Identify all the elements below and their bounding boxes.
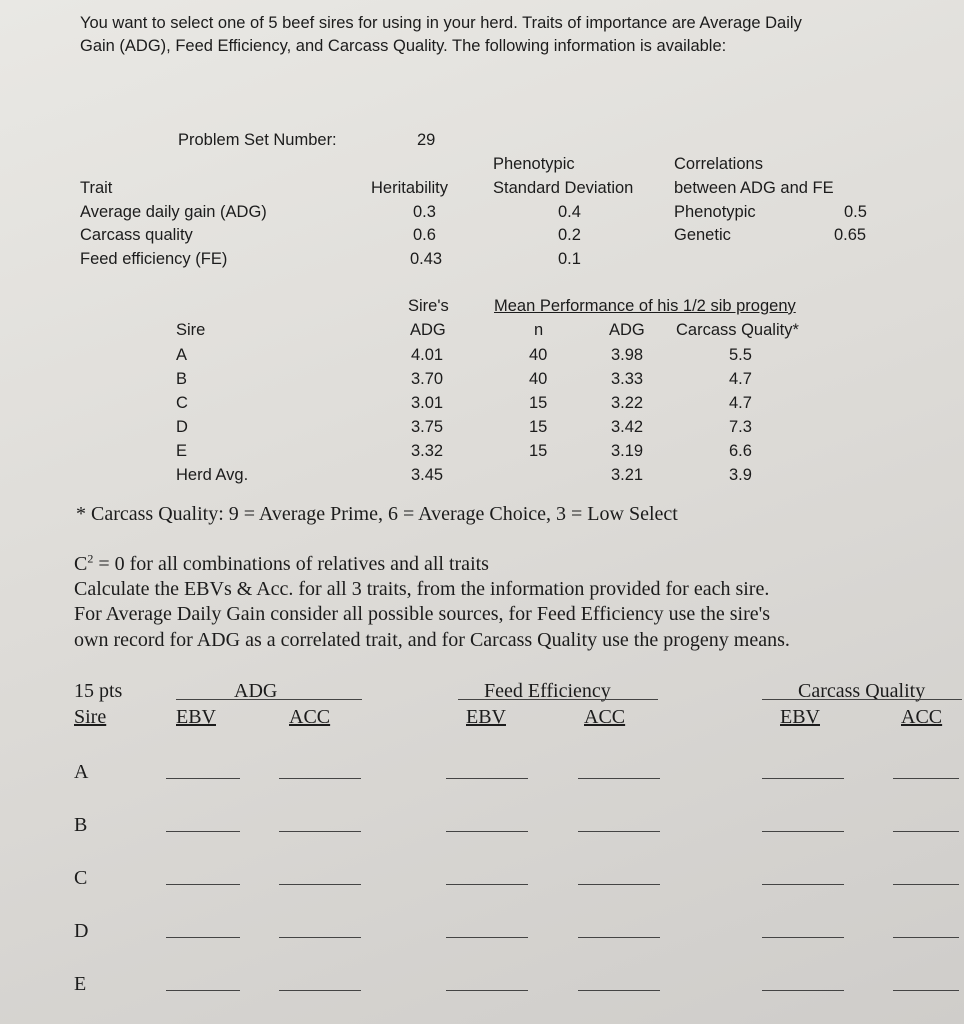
herd-avg-carcass-quality: 3.9 (729, 466, 752, 484)
adg-acc-header: ACC (289, 706, 331, 728)
heritability-value: 0.43 (410, 250, 443, 268)
sire-adg-value: 3.32 (411, 442, 444, 460)
correlation-label: Phenotypic (674, 203, 756, 221)
progeny-n-value: 15 (529, 418, 548, 436)
progeny-n-value: 40 (529, 346, 548, 364)
answer-sire-label: C (74, 867, 88, 889)
progeny-adg-value: 3.33 (611, 370, 644, 388)
carcass-quality-value: 5.5 (729, 346, 752, 364)
heritability-header: Heritability (371, 179, 449, 197)
answer-sire-label: E (74, 973, 87, 995)
heritability-value: 0.6 (413, 226, 436, 244)
adg-group-rule (176, 699, 362, 700)
progeny-header: Mean Performance of his 1/2 sib progeny (494, 297, 796, 315)
adg-ebv-blank[interactable] (166, 937, 240, 938)
cq-ebv-blank[interactable] (762, 990, 844, 991)
answer-sire-label: D (74, 920, 89, 942)
cq-ebv-blank[interactable] (762, 937, 844, 938)
sire-adg-value: 4.01 (411, 346, 444, 364)
instruction-line: For Average Daily Gain consider all possible sources, for Feed Efficiency use the sire's (74, 603, 770, 625)
trait-name: Feed efficiency (FE) (80, 250, 228, 268)
progeny-adg-header: ADG (609, 321, 645, 339)
phenotypic-sd-value: 0.2 (558, 226, 581, 244)
carcass-quality-footnote: * Carcass Quality: 9 = Average Prime, 6 = Average Choice, 3 = Low Select (76, 503, 678, 525)
c2-statement (74, 552, 489, 577)
adg-ebv-blank[interactable] (166, 990, 240, 991)
fe-ebv-blank[interactable] (446, 937, 528, 938)
fe-acc-blank[interactable] (578, 831, 660, 832)
progeny-adg-value: 3.98 (611, 346, 644, 364)
heritability-value: 0.3 (413, 203, 436, 221)
adg-ebv-blank[interactable] (166, 831, 240, 832)
phenotypic-sd-value: 0.4 (558, 203, 581, 221)
fe-group-rule (458, 699, 658, 700)
progeny-n-value: 15 (529, 394, 548, 412)
trait-name: Carcass quality (80, 226, 193, 244)
adg-acc-blank[interactable] (279, 937, 361, 938)
fe-acc-blank[interactable] (578, 884, 660, 885)
fe-group-title: Feed Efficiency (484, 680, 611, 702)
adg-ebv-blank[interactable] (166, 884, 240, 885)
fe-acc-header: ACC (584, 706, 626, 728)
cq-ebv-blank[interactable] (762, 778, 844, 779)
cq-acc-blank[interactable] (893, 778, 959, 779)
c2-symbol: C (74, 553, 88, 575)
problem-set-number: 29 (417, 131, 436, 149)
fe-ebv-blank[interactable] (446, 884, 528, 885)
trait-header: Trait (80, 179, 113, 197)
correlation-label: Genetic (674, 226, 731, 244)
sires-adg-header-line2: ADG (410, 321, 446, 339)
instruction-line: Calculate the EBVs & Acc. for all 3 traits, from the information provided for each sire. (74, 578, 770, 600)
progeny-n-value: 15 (529, 442, 548, 460)
c2-text: = 0 for all combinations of relatives and all traits (93, 553, 489, 575)
sire-adg-value: 3.75 (411, 418, 444, 436)
instruction-line: own record for ADG as a correlated trait, and for Carcass Quality use the progeny means. (74, 629, 790, 651)
correlation-value: 0.65 (834, 226, 867, 244)
answer-sire-header: Sire (74, 706, 107, 728)
sire-label: A (176, 346, 188, 364)
correlations-header-line2: between ADG and FE (674, 179, 834, 197)
answer-sire-label: B (74, 814, 88, 836)
herd-avg-adg: 3.45 (411, 466, 444, 484)
answer-sire-label: A (74, 761, 89, 783)
progeny-adg-value: 3.19 (611, 442, 644, 460)
phenotypic-sd-value: 0.1 (558, 250, 581, 268)
sire-adg-value: 3.70 (411, 370, 444, 388)
cq-acc-blank[interactable] (893, 937, 959, 938)
carcass-quality-value: 6.6 (729, 442, 752, 460)
cq-acc-header: ACC (901, 706, 943, 728)
progeny-adg-value: 3.22 (611, 394, 644, 412)
intro-paragraph: You want to select one of 5 beef sires for using in your herd. Traits of importance are Average Daily Gain (ADG), Feed Efficiency, and Carcass Quality. The following information is available: (80, 14, 802, 55)
phenotypic-sd-header-line2: Standard Deviation (493, 179, 634, 197)
sire-adg-value: 3.01 (411, 394, 444, 412)
sire-label: D (176, 418, 188, 436)
adg-group-title: ADG (234, 680, 278, 702)
cq-ebv-blank[interactable] (762, 831, 844, 832)
c2-superscript: 2 (87, 551, 94, 566)
progeny-n-value: 40 (529, 370, 548, 388)
fe-acc-blank[interactable] (578, 937, 660, 938)
cq-group-title: Carcass Quality (798, 680, 926, 702)
adg-acc-blank[interactable] (279, 778, 361, 779)
cq-acc-blank[interactable] (893, 831, 959, 832)
problem-set-label: Problem Set Number: (178, 131, 337, 149)
fe-ebv-header: EBV (466, 706, 506, 728)
fe-acc-blank[interactable] (578, 990, 660, 991)
cq-ebv-blank[interactable] (762, 884, 844, 885)
sire-label: E (176, 442, 188, 460)
correlations-header-line1: Correlations (674, 155, 763, 173)
sire-label: B (176, 370, 188, 388)
correlation-value: 0.5 (844, 203, 867, 221)
adg-acc-blank[interactable] (279, 990, 361, 991)
cq-acc-blank[interactable] (893, 884, 959, 885)
phenotypic-sd-header-line1: Phenotypic (493, 155, 575, 173)
sires-adg-header-line1: Sire's (408, 297, 449, 315)
progeny-n-header: n (534, 321, 544, 339)
fe-ebv-blank[interactable] (446, 778, 528, 779)
cq-ebv-header: EBV (780, 706, 820, 728)
carcass-quality-value: 4.7 (729, 394, 752, 412)
herd-avg-label: Herd Avg. (176, 466, 249, 484)
points-label: 15 pts (74, 680, 123, 702)
sire-header: Sire (176, 321, 206, 339)
cq-acc-blank[interactable] (893, 990, 959, 991)
fe-ebv-blank[interactable] (446, 990, 528, 991)
adg-ebv-header: EBV (176, 706, 216, 728)
fe-acc-blank[interactable] (578, 778, 660, 779)
cq-group-rule (762, 699, 962, 700)
carcass-quality-value: 4.7 (729, 370, 752, 388)
carcass-quality-value: 7.3 (729, 418, 752, 436)
progeny-adg-value: 3.42 (611, 418, 644, 436)
adg-acc-blank[interactable] (279, 884, 361, 885)
adg-acc-blank[interactable] (279, 831, 361, 832)
trait-name: Average daily gain (ADG) (80, 203, 267, 221)
carcass-quality-header: Carcass Quality* (676, 321, 799, 339)
fe-ebv-blank[interactable] (446, 831, 528, 832)
sire-label: C (176, 394, 188, 412)
herd-avg-progeny-adg: 3.21 (611, 466, 644, 484)
adg-ebv-blank[interactable] (166, 778, 240, 779)
